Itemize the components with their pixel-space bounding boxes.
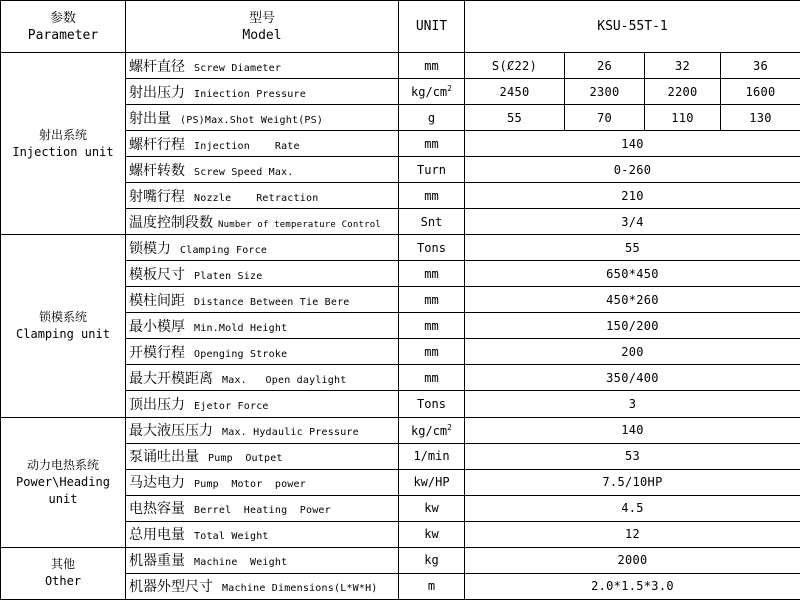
- param-name-en: Screw Speed Max.: [194, 166, 294, 178]
- param-name-en: Max. Hydaulic Pressure: [222, 427, 359, 439]
- value-cell: 2000: [465, 547, 800, 573]
- unit-value: mm: [424, 292, 439, 307]
- value-cell: 12: [465, 521, 800, 547]
- param-name-en: Machine Dimensions(L*W*H): [222, 583, 378, 595]
- table-row: [1, 417, 800, 443]
- param-cell: [126, 495, 399, 521]
- param-name-zh: 最小模厚: [129, 318, 185, 335]
- value-cell: 3/4: [465, 209, 800, 235]
- unit-value: mm: [424, 370, 439, 385]
- group-name-en: Injection unit: [12, 144, 114, 159]
- value-cell: 2300: [565, 79, 645, 105]
- param-cell: [126, 573, 399, 599]
- value-cell: 2450: [465, 79, 565, 105]
- param-name-zh: 温度控制段数: [129, 214, 213, 231]
- unit-value: Snt: [420, 214, 443, 229]
- value-cell: 53: [465, 443, 800, 469]
- param-name-zh: 锁模力: [129, 240, 171, 257]
- unit-cell: [399, 547, 465, 573]
- param-name-zh: 最大开模距离: [129, 370, 213, 387]
- unit-value: kg/cm: [411, 423, 448, 438]
- param-name-en: Pump Outpet: [208, 453, 283, 465]
- param-cell: [126, 417, 399, 443]
- table-body: [1, 1, 800, 600]
- param-name-zh: 机器重量: [129, 553, 185, 570]
- value-cell: 36: [721, 53, 800, 79]
- parameter-header-en: Parameter: [27, 27, 99, 43]
- param-name-en: Min.Mold Height: [194, 322, 288, 334]
- unit-cell: [399, 573, 465, 599]
- param-name-zh: 开模行程: [129, 344, 185, 361]
- unit-cell: [399, 469, 465, 495]
- model-header-en: Model: [242, 27, 282, 43]
- unit-value: kg/cm: [411, 85, 448, 100]
- unit-cell: [399, 79, 465, 105]
- param-name-zh: 最大液压压力: [129, 423, 213, 440]
- param-name-zh: 螺杆行程: [129, 136, 185, 153]
- parameter-header: [1, 1, 126, 53]
- param-cell: [126, 53, 399, 79]
- unit-value: mm: [424, 58, 439, 73]
- unit-cell: [399, 157, 465, 183]
- param-name-en: Injection Rate: [194, 140, 300, 152]
- value-cell: 1600: [721, 79, 800, 105]
- param-name-zh: 射出量: [129, 110, 171, 127]
- unit-cell: [399, 235, 465, 261]
- group-name-zh: 动力电热系统: [26, 457, 99, 472]
- param-cell: [126, 443, 399, 469]
- param-cell: [126, 391, 399, 417]
- unit-cell: [399, 443, 465, 469]
- param-name-en: (PS)Max.Shot Weight(PS): [180, 114, 324, 126]
- unit-value: kw: [424, 501, 439, 516]
- group-name-zh: 锁模系统: [38, 309, 87, 324]
- value-cell: 0-260: [465, 157, 800, 183]
- unit-cell: [399, 365, 465, 391]
- value-cell: 32: [645, 53, 721, 79]
- value-cell: 140: [465, 131, 800, 157]
- model-header: [126, 1, 399, 53]
- parameter-header-zh: 参数: [49, 10, 76, 26]
- unit-cell: [399, 131, 465, 157]
- value-cell: 55: [465, 235, 800, 261]
- param-name-en: Platen Size: [194, 270, 263, 282]
- group-name-en: Clamping unit: [16, 326, 110, 341]
- param-name-zh: 模柱间距: [129, 292, 185, 309]
- group-cell: [1, 417, 126, 547]
- group-cell: [1, 547, 126, 599]
- unit-value: mm: [424, 136, 439, 151]
- param-name-en: Berrel Heating Power: [194, 505, 331, 517]
- value-cell: 200: [465, 339, 800, 365]
- value-cell: 2.0*1.5*3.0: [465, 573, 800, 599]
- unit-value: kw: [424, 527, 439, 542]
- param-name-en: Ejetor Force: [194, 401, 269, 412]
- param-name-en: Clamping Force: [180, 244, 268, 256]
- param-name-zh: 射出压力: [129, 84, 185, 101]
- param-name-en: Iniection Pressure: [194, 88, 306, 100]
- param-name-en: Screw Diameter: [194, 62, 282, 74]
- unit-cell: [399, 495, 465, 521]
- param-cell: [126, 313, 399, 339]
- param-cell: [126, 131, 399, 157]
- unit-header: [399, 1, 465, 53]
- unit-superscript: 2: [447, 422, 452, 432]
- value-cell: 70: [565, 105, 645, 131]
- param-cell: [126, 235, 399, 261]
- unit-cell: [399, 287, 465, 313]
- unit-cell: [399, 105, 465, 131]
- unit-cell: [399, 339, 465, 365]
- param-cell: [126, 105, 399, 131]
- param-name-en: Pump Motor power: [194, 479, 306, 491]
- value-cell: 2200: [645, 79, 721, 105]
- unit-value: kg: [424, 553, 439, 568]
- param-name-zh: 马达电力: [129, 475, 185, 492]
- value-cell: 55: [465, 105, 565, 131]
- unit-header-label: UNIT: [415, 19, 448, 35]
- param-name-zh: 模板尺寸: [129, 266, 185, 283]
- param-name-zh: 泵诵吐出量: [129, 449, 199, 466]
- value-cell: 26: [565, 53, 645, 79]
- group-cell: [1, 53, 126, 235]
- unit-value: mm: [424, 266, 439, 281]
- value-cell: 210: [465, 183, 800, 209]
- table-row: [1, 53, 800, 79]
- param-name-en: Distance Between Tie Bere: [194, 296, 350, 308]
- unit-value: mm: [424, 318, 439, 333]
- group-name-zh: 其他: [50, 557, 75, 572]
- value-cell: 110: [645, 105, 721, 131]
- unit-superscript: 2: [447, 84, 452, 94]
- param-cell: [126, 547, 399, 573]
- unit-cell: [399, 261, 465, 287]
- model-value-label: KSU-55T-1: [597, 19, 668, 35]
- unit-value: g: [427, 110, 436, 125]
- param-cell: [126, 365, 399, 391]
- header-row: [1, 1, 800, 53]
- unit-cell: [399, 417, 465, 443]
- value-cell: 4.5: [465, 495, 800, 521]
- param-name-zh: 电热容量: [129, 501, 185, 518]
- param-cell: [126, 157, 399, 183]
- value-cell: 650*450: [465, 261, 800, 287]
- group-name-zh: 射出系统: [38, 127, 87, 142]
- value-cell: 450*260: [465, 287, 800, 313]
- value-cell: S(Ȼ22): [465, 53, 565, 79]
- param-cell: [126, 183, 399, 209]
- param-name-en: Machine Weight: [194, 557, 288, 569]
- param-name-en: Number of temperature Control: [218, 219, 381, 230]
- param-name-en: Nozzle Retraction: [194, 192, 319, 204]
- unit-cell: [399, 521, 465, 547]
- unit-value: m: [427, 579, 436, 594]
- unit-value: Tons: [417, 240, 446, 255]
- unit-value: mm: [424, 188, 439, 203]
- unit-value: 1/min: [413, 449, 450, 464]
- unit-cell: [399, 53, 465, 79]
- value-cell: 350/400: [465, 365, 800, 391]
- unit-value: Turn: [417, 162, 446, 177]
- param-name-zh: 螺杆转数: [129, 162, 185, 179]
- unit-cell: [399, 209, 465, 235]
- param-cell: [126, 469, 399, 495]
- unit-value: kw/HP: [413, 475, 450, 490]
- unit-value: mm: [424, 344, 439, 359]
- param-cell: [126, 521, 399, 547]
- param-name-zh: 螺杆直径: [129, 58, 185, 75]
- table-row: [1, 547, 800, 573]
- table-row: [1, 235, 800, 261]
- param-name-zh: 总用电量: [129, 527, 185, 544]
- value-cell: 140: [465, 417, 800, 443]
- group-name-en: Power\Heading unit: [16, 474, 110, 506]
- value-cell: 130: [721, 105, 800, 131]
- model-value-header: [465, 1, 800, 53]
- group-name-en: Other: [44, 574, 82, 589]
- value-cell: 3: [465, 391, 800, 417]
- value-cell: 7.5/10HP: [465, 469, 800, 495]
- param-cell: [126, 79, 399, 105]
- param-cell: [126, 339, 399, 365]
- param-name-en: Openging Stroke: [194, 348, 288, 360]
- unit-cell: [399, 313, 465, 339]
- param-name-zh: 射嘴行程: [129, 188, 185, 205]
- param-name-en: Max. Open daylight: [222, 374, 347, 386]
- group-cell: [1, 235, 126, 417]
- value-cell: 150/200: [465, 313, 800, 339]
- param-cell: [126, 287, 399, 313]
- model-header-zh: 型号: [248, 10, 275, 26]
- unit-value: Tons: [417, 397, 446, 411]
- param-name-zh: 机器外型尺寸: [129, 579, 213, 596]
- param-cell: [126, 261, 399, 287]
- param-name-zh: 顶出压力: [129, 397, 185, 413]
- param-name-en: Total Weight: [194, 531, 269, 543]
- param-cell: [126, 209, 399, 235]
- unit-cell: [399, 391, 465, 417]
- unit-cell: [399, 183, 465, 209]
